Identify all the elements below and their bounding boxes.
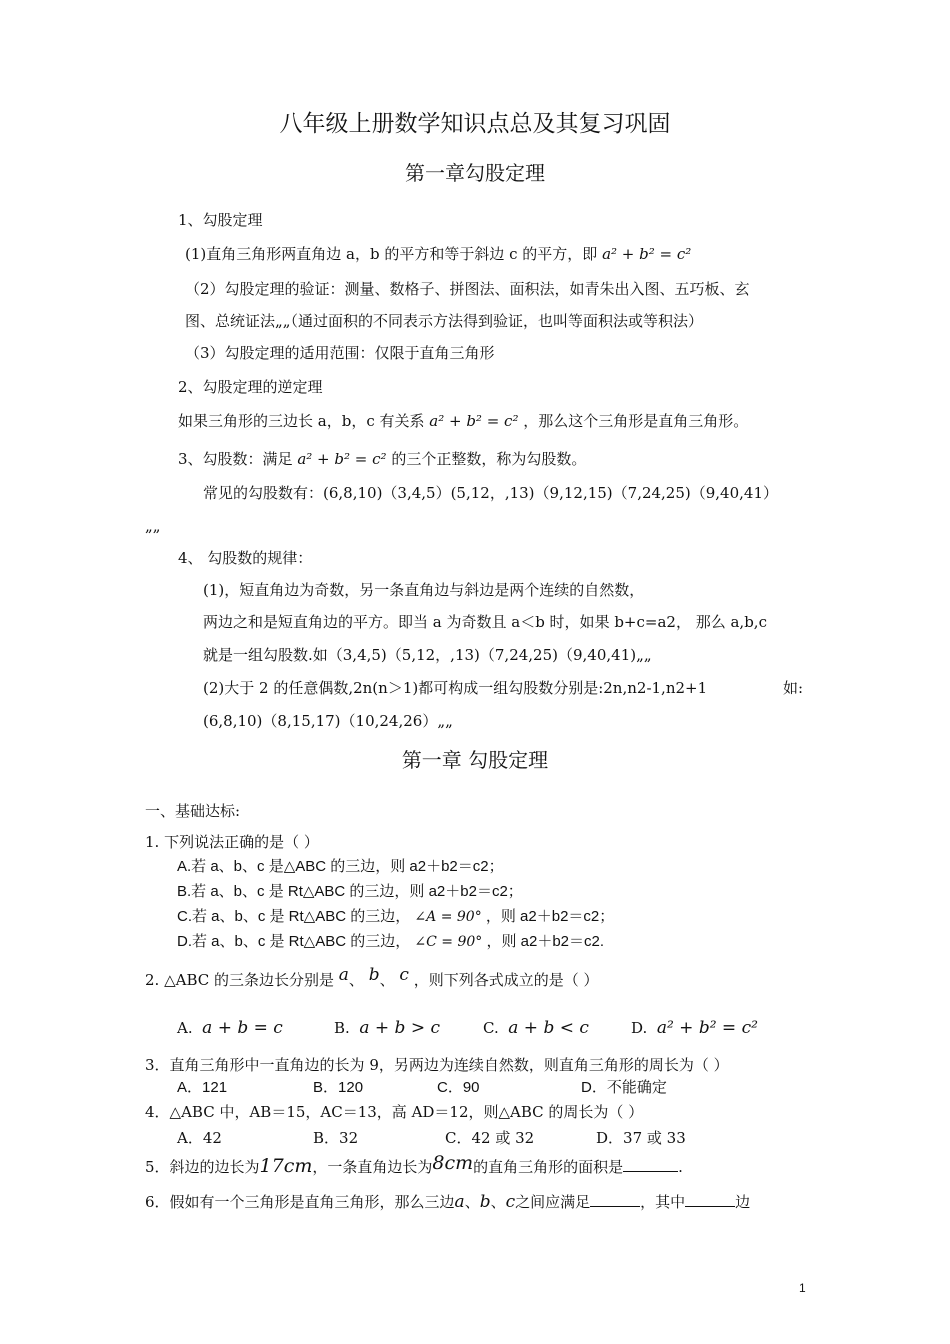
question-1-option-c bbox=[177, 907, 614, 927]
question-6-text-c: ，其中 bbox=[640, 1193, 686, 1211]
chapter-heading: 第一章勾股定理 bbox=[405, 161, 545, 185]
question-1-option-d-text: D.若 a、b、c 是 Rt△ABC 的三边， bbox=[177, 933, 411, 950]
question-2-option-b-label: B. bbox=[334, 1019, 350, 1037]
rule-1-line-1: (1)，短直角边为奇数，另一条直角边与斜边是两个连续的自然数， bbox=[203, 581, 645, 599]
question-3-stem: 3．直角三角形中一直角边的长为 9，另两边为连续自然数，则直角三角形的周长为（ ） bbox=[145, 1056, 729, 1074]
rule-1-line-3: 就是一组勾股数.如（3,4,5)（5,12，,13)（7,24,25)（9,40,41)„„ bbox=[203, 646, 652, 664]
question-2-option-c-label: C. bbox=[483, 1019, 499, 1037]
section-1-item-2-line-2: 图、总统证法„„（通过面积的不同表示方法得到验证，也叫等面积法或等积法） bbox=[185, 312, 704, 330]
question-4-option-c: C．42 或 32 bbox=[445, 1129, 535, 1147]
question-3-option-b: B．120 bbox=[313, 1079, 364, 1096]
question-4-option-a: A．42 bbox=[177, 1129, 222, 1147]
question-5-text-c: 的直角三角形的面积是 bbox=[473, 1158, 624, 1176]
var-b: b bbox=[368, 965, 380, 985]
q6-var-c: c bbox=[505, 1192, 516, 1212]
question-2-option-a-label: A. bbox=[177, 1019, 193, 1037]
question-2-option-a-expr: a + b = c bbox=[202, 1018, 283, 1038]
answer-blank[interactable] bbox=[623, 1155, 678, 1172]
question-4-option-d: D．37 或 33 bbox=[596, 1129, 686, 1147]
section-3-heading bbox=[178, 449, 586, 469]
question-2-stem bbox=[145, 965, 599, 990]
side-answer-blank[interactable] bbox=[685, 1190, 735, 1207]
section-2-text-b: ，那么这个三角形是直角三角形。 bbox=[523, 412, 749, 430]
rule-2-line-1-tail: 如: bbox=[783, 679, 804, 697]
var-a: a bbox=[338, 965, 349, 985]
section-1-heading: 1、勾股定理 bbox=[178, 211, 263, 229]
question-5 bbox=[145, 1152, 683, 1177]
question-1-option-c-tail: ，则 a2＋b2＝c2； bbox=[485, 908, 615, 925]
separator-2: 、 bbox=[379, 971, 395, 989]
q6-separator-2: 、 bbox=[490, 1193, 506, 1211]
angle-a-expression: ∠A = 90° bbox=[414, 909, 482, 925]
question-2-option-d-expr: a² + b² = c² bbox=[656, 1018, 758, 1038]
q6-var-a: a bbox=[454, 1192, 465, 1212]
angle-c-expression: ∠C = 90° bbox=[414, 934, 483, 950]
question-4-stem: 4．△ABC 中，AB＝15，AC＝13，高 AD＝12，则△ABC 的周长为（ ） bbox=[145, 1103, 644, 1121]
question-5-text-d: . bbox=[678, 1158, 683, 1176]
question-5-text-b: ，一条直角边长为 bbox=[312, 1158, 433, 1176]
section-2-heading: 2、勾股定理的逆定理 bbox=[178, 378, 323, 396]
document-title: 八年级上册数学知识点总及其复习巩固 bbox=[279, 111, 671, 137]
rule-1-line-2: 两边之和是短直角边的平方。即当 a 为奇数且 a＜b 时，如果 b+c=a2， 那么 a,b,c bbox=[203, 613, 767, 631]
converse-formula: a² + b² = c² bbox=[429, 412, 519, 430]
section-1-item-1 bbox=[185, 244, 691, 264]
q6-separator-1: 、 bbox=[464, 1193, 480, 1211]
section-4-heading: 4、 勾股数的规律： bbox=[178, 549, 313, 567]
question-2-option-c bbox=[483, 1018, 589, 1038]
question-2-option-b bbox=[334, 1018, 440, 1038]
relation-answer-blank[interactable] bbox=[590, 1190, 640, 1207]
rule-2-line-1: (2)大于 2 的任意偶数,2n(n＞1)都可构成一组勾股数分别是:2n,n2-1,n2+1 bbox=[203, 679, 708, 697]
question-2-text-b: ，则下列各式成立的是（ ） bbox=[413, 971, 599, 989]
common-triples: 常见的勾股数有：(6,8,10)（3,4,5）(5,12，,13)（9,12,15)（7,24,25)（9,40,41） bbox=[203, 484, 779, 502]
question-2-option-d bbox=[631, 1018, 758, 1038]
question-1-option-a: A.若 a、b、c 是△ABC 的三边，则 a2＋b2＝c2； bbox=[177, 858, 504, 875]
question-6-text-b: 之间应满足 bbox=[515, 1193, 591, 1211]
pythagorean-formula: a² + b² = c² bbox=[602, 245, 692, 263]
section-1-item-2-line-1: （2）勾股定理的验证：测量、数格子、拼图法、面积法，如青朱出入图、五巧板、玄 bbox=[185, 280, 750, 298]
question-1-stem: 1. 下列说法正确的是（ ） bbox=[145, 833, 319, 851]
question-2-option-a bbox=[177, 1018, 283, 1038]
question-6-text-d: 边 bbox=[735, 1193, 751, 1211]
question-3-option-d: D．不能确定 bbox=[581, 1079, 667, 1096]
triple-formula: a² + b² = c² bbox=[297, 450, 387, 468]
section-1-item-3: （3）勾股定理的适用范围：仅限于直角三角形 bbox=[185, 344, 495, 362]
question-1-option-d bbox=[177, 932, 604, 952]
question-4-option-b: B．32 bbox=[313, 1129, 359, 1147]
rule-2-line-2: (6,8,10)（8,15,17)（10,24,26）„„ bbox=[203, 712, 453, 730]
q6-var-b: b bbox=[479, 1192, 491, 1212]
section-3-text-b: 的三个正整数，称为勾股数。 bbox=[391, 450, 587, 468]
question-6 bbox=[145, 1190, 750, 1212]
page-number: 1 bbox=[799, 1281, 806, 1295]
hypotenuse-length: 17cm bbox=[259, 1155, 313, 1177]
exercise-chapter-heading: 第一章 勾股定理 bbox=[401, 748, 549, 772]
question-1-option-b: B.若 a、b、c 是 Rt△ABC 的三边，则 a2＋b2＝c2； bbox=[177, 883, 523, 900]
question-2-text-a: 2. △ABC 的三条边长分别是 bbox=[145, 971, 334, 989]
question-2-option-c-expr: a + b < c bbox=[508, 1018, 589, 1038]
section-2-body bbox=[178, 411, 748, 431]
question-3-option-c: C．90 bbox=[437, 1079, 480, 1096]
question-1-option-c-text: C.若 a、b、c 是 Rt△ABC 的三边， bbox=[177, 908, 411, 925]
leg-length: 8cm bbox=[432, 1152, 474, 1174]
common-triples-continued: „„ bbox=[145, 517, 161, 535]
question-1-option-d-tail: ，则 a2＋b2＝c2. bbox=[486, 933, 605, 950]
section-3-text-a: 3、勾股数：满足 bbox=[178, 450, 293, 468]
section-1-item-1-text: (1)直角三角形两直角边 a，b 的平方和等于斜边 c 的平方，即 bbox=[185, 245, 598, 263]
var-c: c bbox=[399, 965, 409, 985]
question-3-option-a: A．121 bbox=[177, 1079, 228, 1096]
question-6-text-a: 6．假如有一个三角形是直角三角形，那么三边 bbox=[145, 1193, 455, 1211]
question-5-text-a: 5．斜边的边长为 bbox=[145, 1158, 260, 1176]
question-2-option-d-label: D. bbox=[631, 1019, 648, 1037]
exercise-section-heading: 一、基础达标: bbox=[145, 802, 241, 820]
section-2-text-a: 如果三角形的三边长 a，b，c 有关系 bbox=[178, 412, 425, 430]
separator-1: 、 bbox=[348, 971, 364, 989]
question-2-option-b-expr: a + b > c bbox=[359, 1018, 440, 1038]
